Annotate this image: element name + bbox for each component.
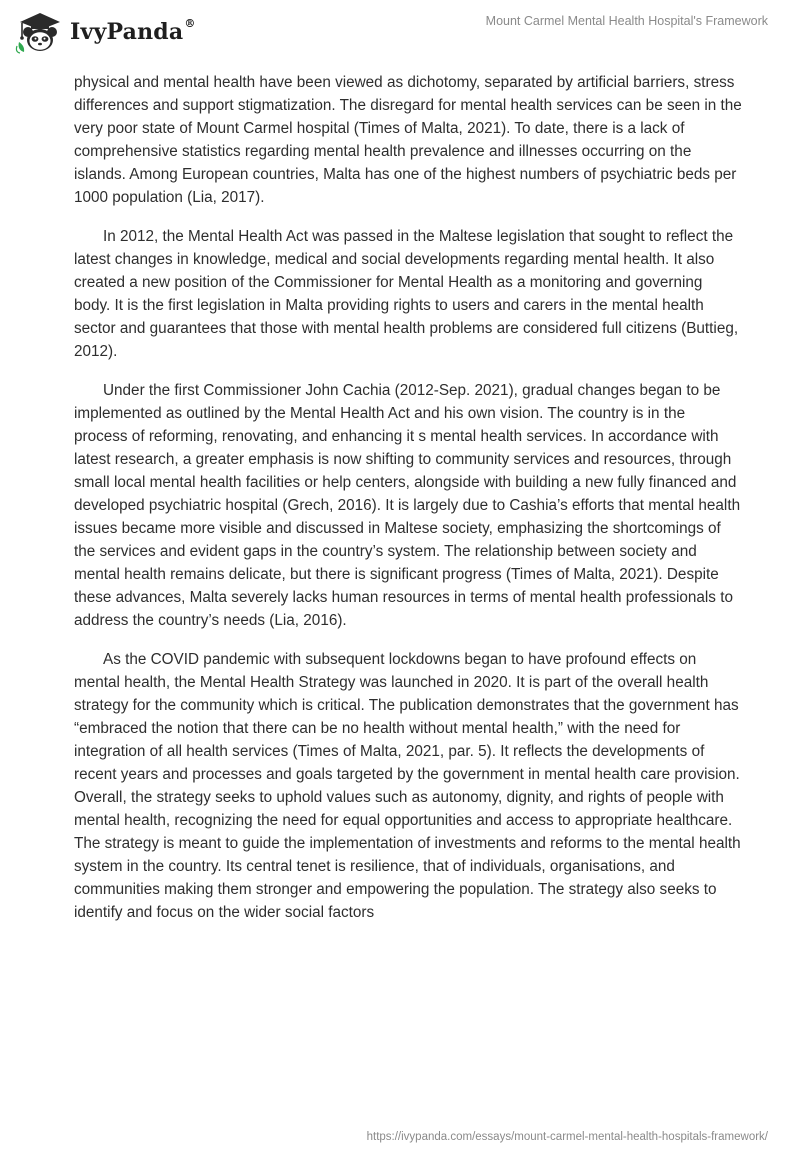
site-logo[interactable] [14, 10, 196, 54]
paragraph-line: a monitoring and governing body. It is the first legislation in Malta providing rights to [74, 274, 703, 314]
paragraph [74, 379, 742, 632]
document-title: Mount Carmel Mental Health Hospital's Framework [485, 14, 768, 28]
paragraph-line: 2021). To date, there is a lack of comprehensive statistics regarding mental health [74, 120, 685, 160]
paragraph-line: services can be seen in the very poor state of Mount Carmel hospital (Times of Malta, [74, 97, 742, 137]
paragraph-line: and mental health remains delicate, but there is significant progress (Times of Malta, [74, 543, 697, 583]
brand-name: IvyPanda® [70, 17, 196, 45]
source-url[interactable]: https://ivypanda.com/essays/mount-carmel-mental-health-hospitals-framework/ [366, 1131, 768, 1143]
paragraph-line: In 2012, the Mental Health Act was passed in the Maltese legislation that sought to [103, 228, 662, 245]
paragraph-line: demonstrates that the government has “embraced the notion that there can be no [74, 697, 739, 737]
paragraph-line: barriers, stress differences and support stigmatization. The disregard for mental health [74, 74, 735, 114]
paragraph-line: healthcare. The strategy is meant to guide the implementation of investments and [74, 812, 733, 852]
paragraph-line: As the COVID pandemic with subsequent lockdowns began to have profound [103, 651, 626, 668]
paragraph [74, 225, 742, 363]
paragraph-line: began to be implemented as outlined by the Mental Health Act and his own vision. The [74, 382, 721, 422]
paragraph-line: population. The strategy also seeks to identify and focus on the wider social factors [74, 881, 717, 921]
paragraph-line: health, recognizing the need for equal opportunities and access to appropriate [124, 812, 653, 829]
paragraph-line: services and evident gaps in the country’s system. The relationship between society [99, 543, 667, 560]
paragraph-line: goals targeted by the government in mental health care provision. Overall, the strategy [74, 766, 740, 806]
paragraph-line: (Grech, 2016). It is largely due to Cashia’s efforts that mental health issues became [74, 497, 741, 537]
paragraph-line: mental health professionals to address the country’s needs (Lia, 2016). [74, 589, 733, 629]
paragraph-line: the overall health strategy for the community which is critical. The publication [74, 674, 709, 714]
paragraph-line: community services and resources, through small local mental health facilities or help [74, 451, 732, 491]
paragraph-line: seeks to uphold values such as autonomy, dignity, and rights of people with mental [74, 789, 724, 829]
paragraph-line: country is in the process of reforming, renovating, and enhancing it s mental health [74, 405, 686, 445]
paragraph [74, 71, 742, 209]
paragraph-line: health problems are considered full citizens (Buttieg, 2012). [74, 320, 739, 360]
paragraph-line: health without mental health,” with the need for integration of all health services (Times [74, 720, 681, 760]
paragraph-line: individuals, organisations, and communities making them stronger and empowering the [74, 858, 675, 898]
paragraph-line: prevalence and illnesses occurring on the islands. Among European countries, Malta [74, 143, 692, 183]
paragraph-line: physical and mental health have been viewed as dichotomy, separated by artificial [74, 74, 629, 91]
paragraph-line: more visible and discussed in Maltese society, emphasizing the shortcomings of the [74, 520, 721, 560]
paragraph-line: 2021). Despite these advances, Malta severely lacks human resources in terms of [74, 566, 719, 606]
paragraph-line: effects on mental health, the Mental Health Strategy was launched in 2020. It is part of [74, 651, 697, 691]
paragraph-line: has one of the highest numbers of psychiatric beds per 1000 population (Lia, 2017). [74, 166, 737, 206]
paragraph-line: mental health. It also created a new position of the Commissioner for Mental Health as [74, 251, 715, 291]
paragraph-line: Under the first Commissioner John Cachia (2012-Sep. 2021), gradual changes [103, 382, 636, 399]
paragraph-line: reflect the latest changes in knowledge, medical and social developments regarding [74, 228, 734, 268]
paragraph-line: users and carers in the mental health sector and guarantees that those with mental [74, 297, 704, 337]
paragraph-line: reforms to the mental health system in the country. Its central tenet is resilience, that of [74, 835, 741, 875]
paragraph [74, 648, 742, 924]
essay-body [74, 71, 742, 940]
paragraph-line: services. In accordance with latest research, a greater emphasis is now shifting to [74, 428, 719, 468]
paragraph-line: of Malta, 2021, par. 5). It reflects the developments of recent years and processes and [74, 743, 705, 783]
registered-mark: ® [184, 17, 196, 30]
panda-graduate-icon [14, 10, 66, 54]
paragraph-line: centers, alongside with building a new fully financed and developed psychiatric hospital [74, 474, 737, 514]
